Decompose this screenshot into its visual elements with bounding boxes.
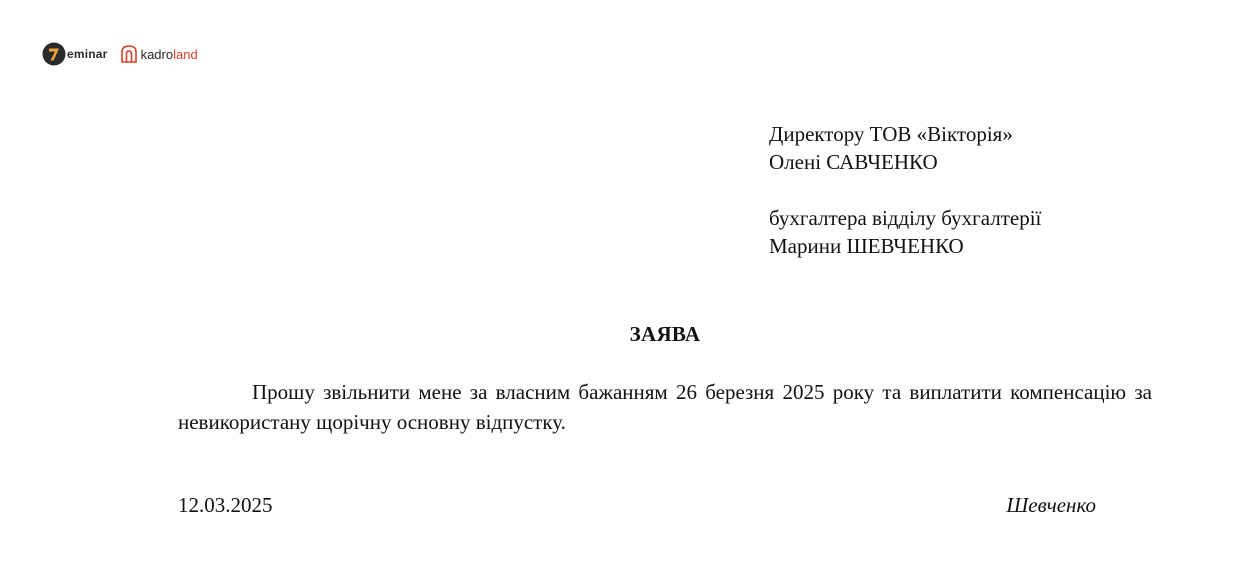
document-title: ЗАЯВА: [629, 322, 701, 346]
addressee-director-name: Олені САВЧЕНКО: [769, 150, 938, 174]
signature: Шевченко: [1006, 493, 1096, 517]
document-date: 12.03.2025: [178, 493, 273, 517]
kadroland-logo-main: kadro: [140, 46, 174, 62]
addressee-spacer: [769, 176, 1041, 204]
seminar-logo-icon: [42, 42, 66, 66]
kadroland-logo-text: [141, 47, 198, 62]
seminar-logo: [42, 42, 108, 66]
seminar-logo-text: eminar: [67, 47, 108, 61]
kadroland-logo-accent: land: [173, 46, 198, 62]
application-body: Прошу звільнити мене за власним бажанням 26 березня 2025 року та виплатити компенсацію за невикористану щорічну основну відпустку.: [178, 380, 1152, 434]
header-logos: [42, 40, 198, 68]
sender-position-line: бухгалтера відділу бухгалтерії: [769, 206, 1042, 230]
kadroland-logo-icon: [120, 44, 138, 64]
kadroland-logo: [120, 44, 198, 64]
addressee-director-line: Директору ТОВ «Вікторія»: [769, 122, 1013, 146]
sender-name-line: Марини ШЕВЧЕНКО: [769, 234, 964, 258]
addressee-block: [769, 120, 1041, 260]
